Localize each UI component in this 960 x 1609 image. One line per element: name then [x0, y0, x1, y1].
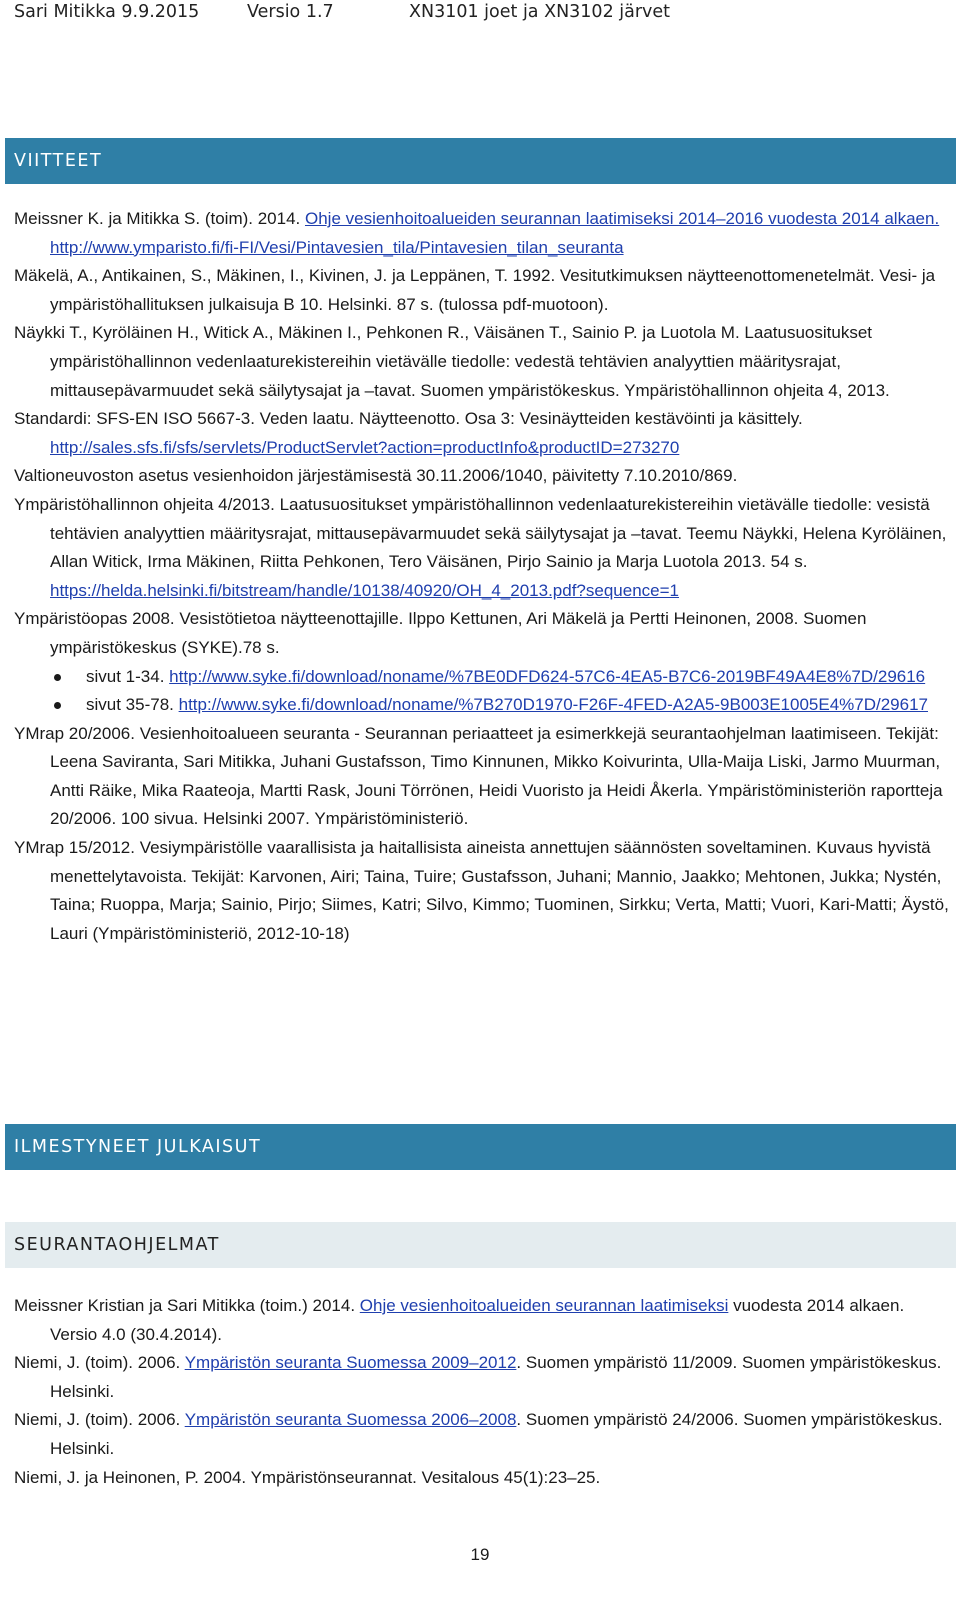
- reference-text: Meissner K. ja Mitikka S. (toim). 2014.: [14, 209, 305, 228]
- header-title: XN3101 joet ja XN3102 järvet: [409, 2, 671, 22]
- bullet-text: sivut 1-34.: [86, 666, 170, 686]
- reference-item: [14, 605, 954, 662]
- reference-text: vuodesta 2014 alkaen. Versio 4.0 (30.4.2014).: [50, 1296, 905, 1344]
- reference-item: [14, 262, 954, 319]
- reference-link[interactable]: http://sales.sfs.fi/sfs/servlets/ProductServlet?action=productInfo&productID=273270: [50, 437, 680, 457]
- bullet-list: [14, 663, 954, 720]
- references-list: [14, 205, 954, 948]
- header-author: Sari Mitikka 9.9.2015: [14, 2, 200, 22]
- reference-item: [14, 462, 954, 491]
- reference-item: [14, 1292, 954, 1349]
- bullet-icon: [54, 674, 61, 681]
- reference-link[interactable]: https://helda.helsinki.fi/bitstream/handle/10138/40920/OH_4_2013.pdf?sequence=1: [50, 580, 679, 600]
- reference-link[interactable]: http://www.ymparisto.fi/fi-FI/Vesi/Pintavesien_tila/Pintavesien_tilan_seuranta: [50, 237, 624, 257]
- reference-text: Ympäristöhallinnon ohjeita 4/2013. Laatusuositukset ympäristöhallinnon vedenlaaturekistereihin vietävälle tiedolle: vesistä tehtävien analyyttien määritysrajat, mittausepävarmuudet sekä säilytysajat ja –tavat. Teemu Näykki, Helena Kyröläinen, Allan Witick, Irma Mäkinen, Riitta Pehkonen, Tero Väisänen, Pirjo Sainio ja Marja Luotola 2013. 54 s.: [14, 494, 947, 572]
- section-heading-ilmestyneet: ILMESTYNEET JULKAISUT: [5, 1124, 956, 1170]
- reference-text: YMrap 15/2012. Vesiympäristölle vaarallisista ja haitallisista aineista annettujen säännösten soveltaminen. Kuvaus hyvistä menettelytavoista. Tekijät: Karvonen, Airi; Taina, Tuire; Gustafsson, Juhani; Mannio, Jaakko; Mehtonen, Jukka; Nystén, Taina; Ruoppa, Marja; Sainio, Pirjo; Siimes, Katri; Silvo, Kimmo; Tuominen, Sirkku; Verta, Matti; Vuori, Kari-Matti; Äystö, Lauri (Ympäristöministeriö, 2012-10-18): [14, 838, 949, 943]
- reference-item: [14, 1464, 954, 1493]
- reference-item: [14, 491, 954, 605]
- reference-text: Ympäristöopas 2008. Vesistötietoa näytteenottajille. Ilppo Kettunen, Ari Mäkelä ja Pertti Heinonen, 2008. Suomen ympäristökeskus (SYKE).78 s.: [14, 609, 867, 657]
- reference-text: . Suomen ympäristö 24/2006. Suomen ympäristökeskus. Helsinki.: [50, 1410, 943, 1458]
- page-header: [14, 0, 934, 28]
- bullet-item: [14, 663, 954, 692]
- section-heading-viitteet: VIITTEET: [5, 138, 956, 184]
- reference-text: Niemi, J. (toim). 2006.: [14, 1353, 185, 1373]
- bullet-icon: [54, 702, 61, 709]
- reference-text: Niemi, J. ja Heinonen, P. 2004. Ympäristönseurannat. Vesitalous 45(1):23–25.: [14, 1467, 601, 1487]
- reference-text: Niemi, J. (toim). 2006.: [14, 1410, 185, 1430]
- reference-item: [14, 1349, 954, 1406]
- page-number: 19: [470, 1545, 490, 1564]
- reference-item: [14, 319, 954, 405]
- reference-item: [14, 1406, 954, 1463]
- bullet-text: sivut 35-78.: [86, 695, 179, 715]
- bullet-link[interactable]: http://www.syke.fi/download/noname/%7B270D1970-F26F-4FED-A2A5-9B003E1005E4%7D/29617: [178, 695, 928, 715]
- monitoring-references-list: [14, 1292, 954, 1492]
- reference-link[interactable]: Ympäristön seuranta Suomessa 2009–2012: [184, 1353, 517, 1373]
- reference-text: Näykki T., Kyröläinen H., Witick A., Mäkinen I., Pehkonen R., Väisänen T., Sainio P. ja Luotola M. Laatusuositukset ympäristöhallinnon vedenlaaturekistereihin vietävälle tiedolle: vedestä tehtävien analyyttien määritysrajat, mittausepävarmuudet sekä säilytysajat ja –tavat. Suomen ympäristökeskus. Ympäristöhallinnon ohjeita 4, 2013.: [14, 323, 890, 400]
- reference-item: [14, 405, 954, 462]
- reference-item: [14, 205, 954, 262]
- reference-item: [14, 720, 954, 834]
- section-heading-seuranta: SEURANTAOHJELMAT: [5, 1222, 956, 1268]
- bullet-item: [14, 691, 954, 720]
- reference-link[interactable]: Ohje vesienhoitoalueiden seurannan laatimiseksi 2014–2016 vuodesta 2014 alkaen.: [304, 209, 940, 228]
- reference-link[interactable]: Ympäristön seuranta Suomessa 2006–2008: [184, 1410, 517, 1430]
- reference-text: Standardi: SFS-EN ISO 5667-3. Veden laatu. Näytteenotto. Osa 3: Vesinäytteiden kestävöinti ja käsittely.: [14, 409, 803, 429]
- reference-text: Meissner Kristian ja Sari Mitikka (toim.) 2014.: [14, 1296, 360, 1315]
- reference-text: YMrap 20/2006. Vesienhoitoalueen seuranta - Seurannan periaatteet ja esimerkkejä seurantaohjelman laatimiseen. Tekijät: Leena Saviranta, Sari Mitikka, Juhani Gustafsson, Timo Kinnunen, Mikko Koivurinta, Ulla-Maija Liski, Jarmo Muurman, Antti Räike, Mika Raateoja, Martti Rask, Jouni Törrönen, Heidi Vuoristo ja Heidi Åkerla. Ympäristöministeriön raportteja 20/2006. 100 sivua. Helsinki 2007. Ympäristöministeriö.: [14, 723, 943, 829]
- reference-item: [14, 834, 954, 948]
- reference-text: Valtioneuvoston asetus vesienhoidon järjestämisestä 30.11.2006/1040, päivitetty 7.10.2010/869.: [14, 466, 738, 486]
- reference-text: . Suomen ympäristö 11/2009. Suomen ympäristökeskus. Helsinki.: [50, 1353, 942, 1401]
- bullet-link[interactable]: http://www.syke.fi/download/noname/%7BE0DFD624-57C6-4EA5-B7C6-2019BF49A4E8%7D/29616: [169, 666, 926, 686]
- reference-text: Mäkelä, A., Antikainen, S., Mäkinen, I., Kivinen, J. ja Leppänen, T. 1992. Vesitutkimuksen näytteenottomenetelmät. Vesi- ja ympäristöhallituksen julkaisuja B 10. Helsinki. 87 s. (tulossa pdf-muotoon).: [14, 266, 936, 314]
- reference-link[interactable]: Ohje vesienhoitoalueiden seurannan laatimiseksi: [359, 1296, 729, 1315]
- header-version: Versio 1.7: [247, 2, 334, 22]
